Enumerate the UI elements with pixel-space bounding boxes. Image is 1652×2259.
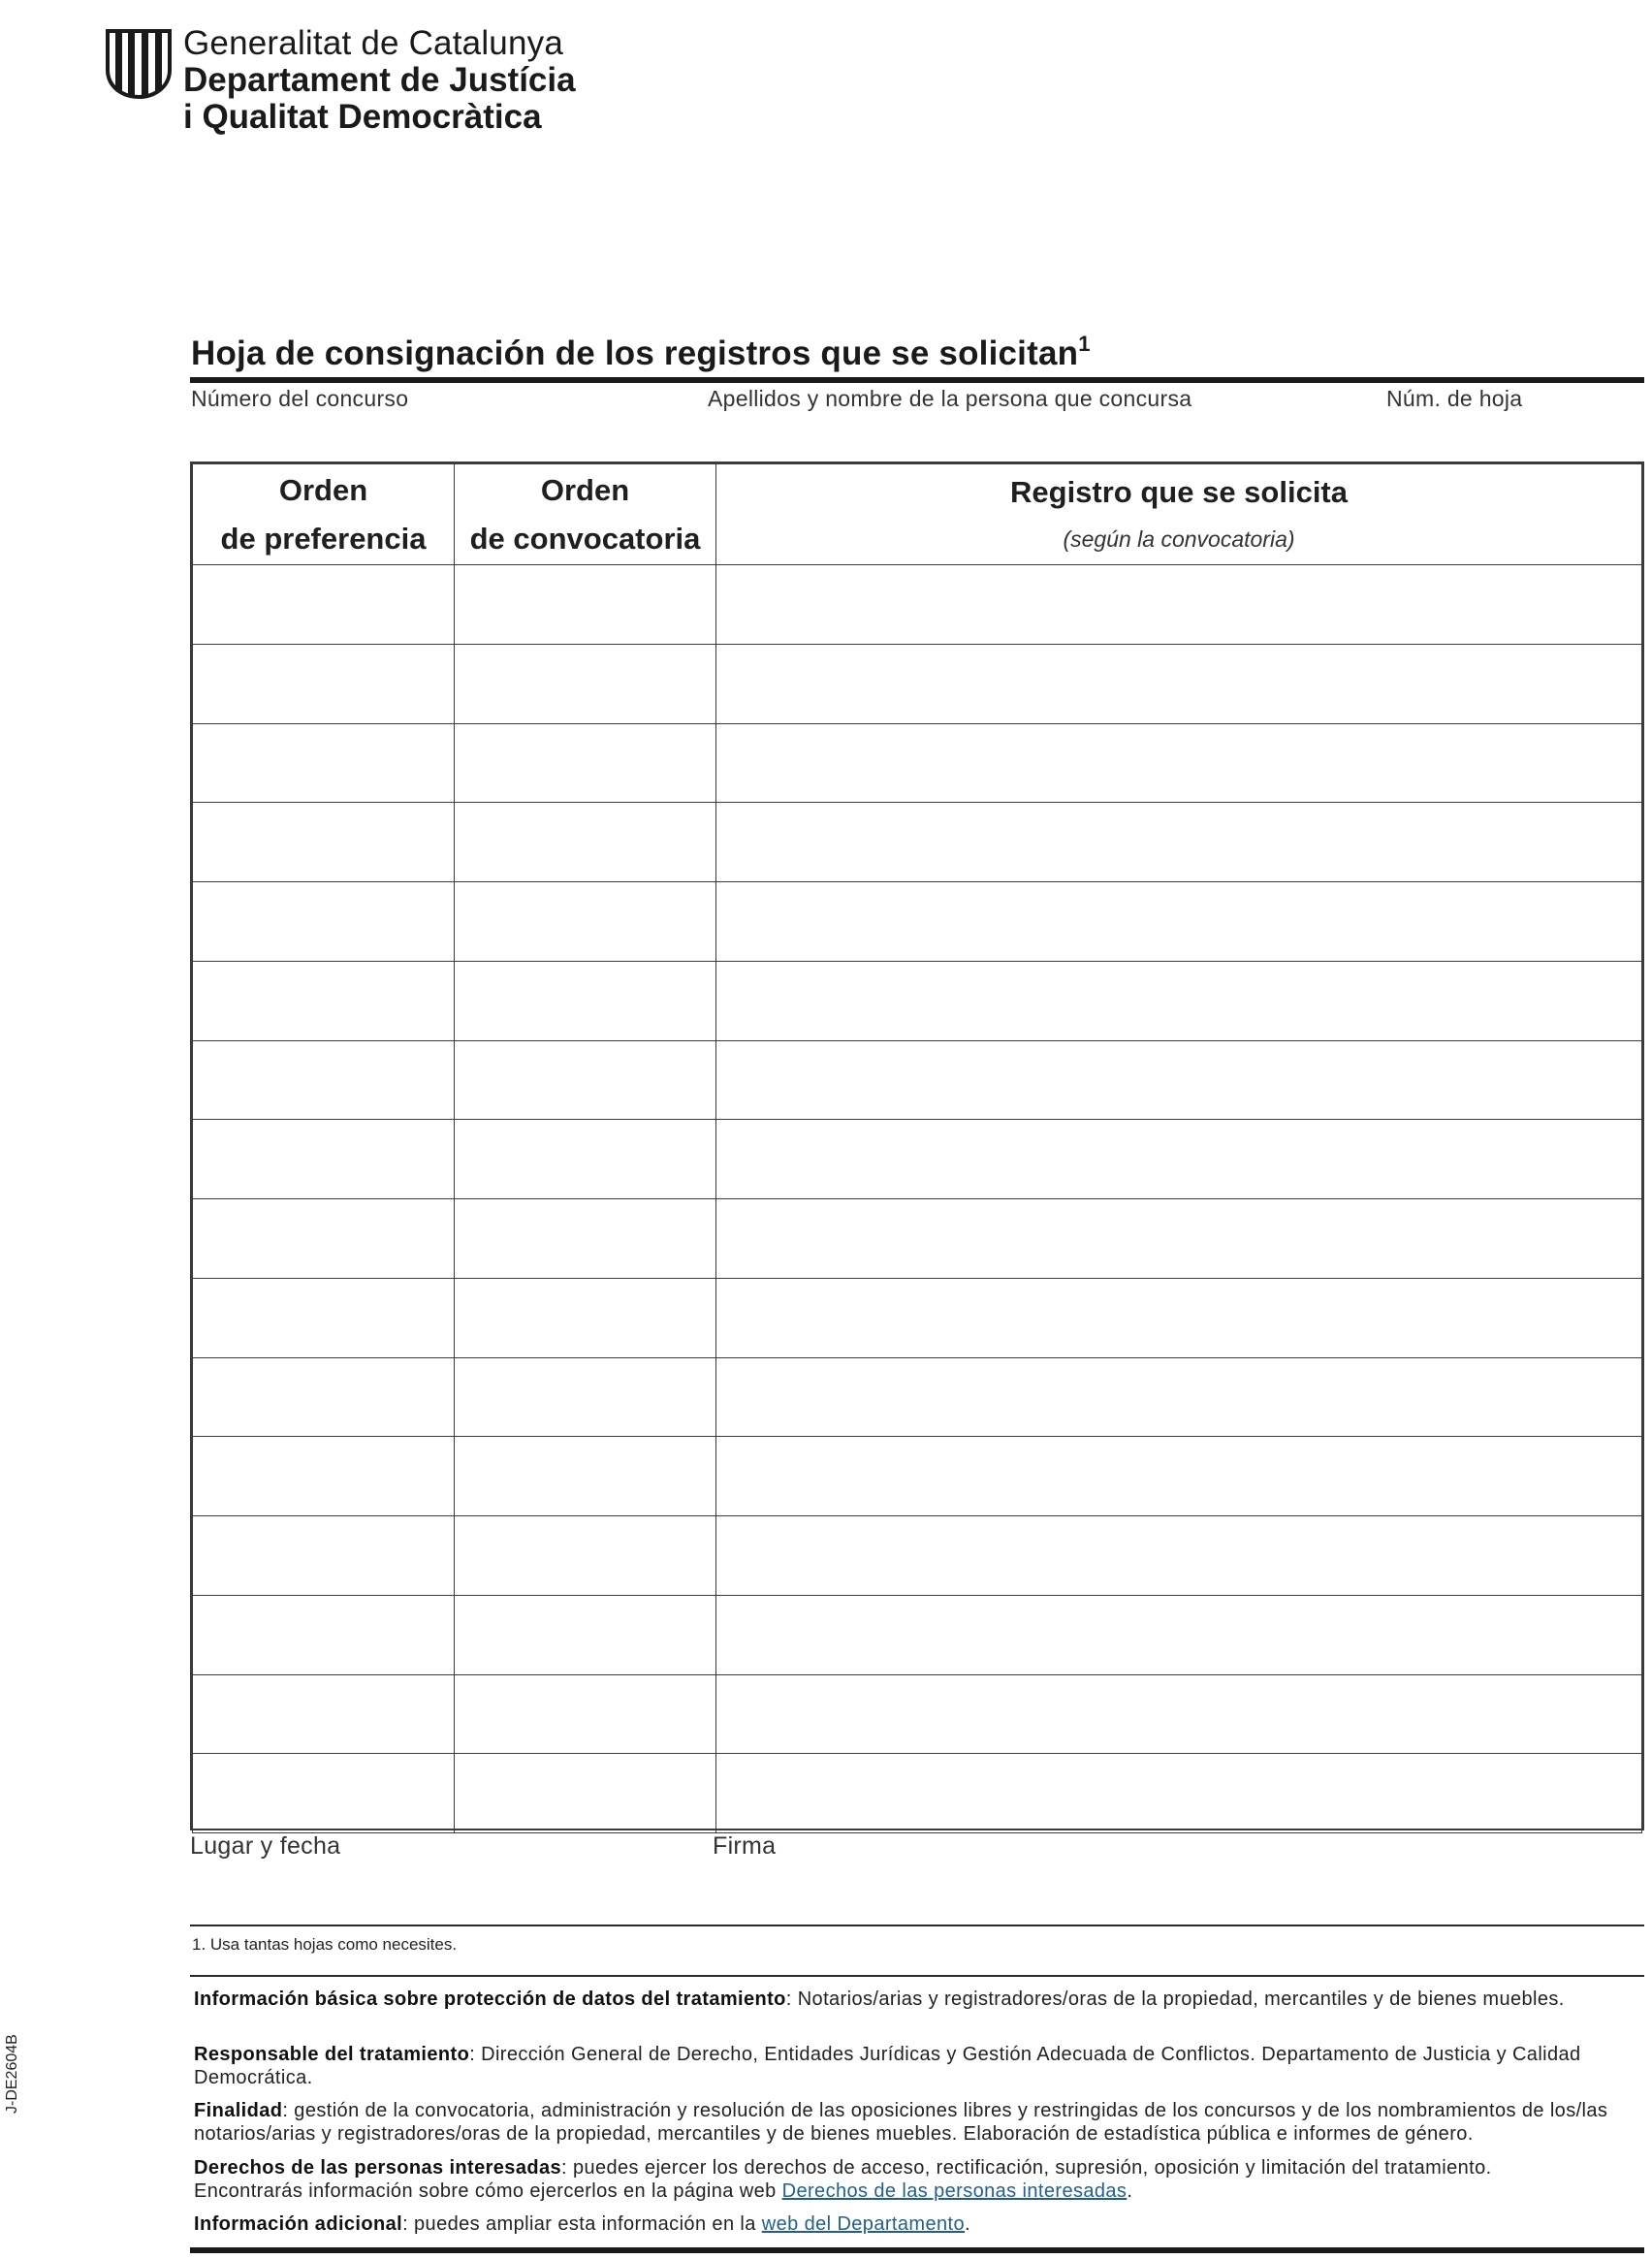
registry-cell[interactable] [716,1595,1642,1674]
table-row [193,1754,1642,1833]
preference-cell[interactable] [193,1516,455,1596]
table-row [193,644,1642,723]
rights-text-2: Encontrarás información sobre cómo ejercerlos en la página web [194,2180,782,2202]
registry-cell[interactable] [716,1199,1642,1279]
table-row [193,1120,1642,1199]
department-name: Departament de Justícia [183,61,576,99]
bottom-divider [190,2247,1644,2253]
registry-cell[interactable] [716,1120,1642,1199]
generalitat-emblem-icon [104,27,174,99]
preference-cell[interactable] [193,803,455,882]
form-code: J-DE2604B [4,2034,20,2114]
col-call-order: Orden de convocatoria [455,464,716,565]
rights-text: : puedes ejercer los derechos de acceso, rectificación, supresión, oposición y limitación del tratamiento. [561,2157,1492,2179]
registry-cell[interactable] [716,1278,1642,1357]
preference-cell[interactable] [193,1595,455,1674]
title-divider [190,377,1644,383]
purpose-text: : gestión de la convocatoria, administración y resolución de las oposiciones libres y restringidas de los concursos y de los nombramientos de los/las notarios/arias y registradores/oras de la propiedad, mercantiles y de bienes muebles. Elaboración de estadística pública e informes de género. [194,2100,1608,2145]
call-order-cell[interactable] [455,803,716,882]
call-order-cell[interactable] [455,1120,716,1199]
page-title: Hoja de consignación de los registros que se solicitan$^1$ [191,332,1091,372]
responsible-label: Responsable del tratamiento [194,2044,470,2065]
table-row [193,961,1642,1040]
basic-info-label: Información básica sobre protección de datos del tratamiento [194,1989,786,2010]
preference-cell[interactable] [193,1674,455,1754]
department-name-2: i Qualitat Democràtica [183,98,542,136]
call-order-cell[interactable] [455,1040,716,1120]
table-row [193,1437,1642,1516]
registry-cell[interactable] [716,882,1642,962]
generalitat-logo [104,25,576,136]
call-order-cell[interactable] [455,565,716,645]
registry-cell[interactable] [716,1040,1642,1120]
table-row [193,1199,1642,1279]
call-order-cell[interactable] [455,961,716,1040]
preference-cell[interactable] [193,1278,455,1357]
preference-cell[interactable] [193,723,455,803]
call-order-cell[interactable] [455,644,716,723]
registry-cell[interactable] [716,723,1642,803]
basic-info-paragraph [194,1988,1629,2011]
org-name: Generalitat de Catalunya [183,24,563,62]
col-preference-order: Orden de preferencia [193,464,455,565]
preference-cell[interactable] [193,565,455,645]
preference-cell[interactable] [193,882,455,962]
footnote-ref: 1 [1078,332,1091,356]
table-row [193,1278,1642,1357]
registry-cell[interactable] [716,803,1642,882]
purpose-paragraph [194,2099,1629,2146]
place-date-field[interactable]: Lugar y fecha [190,1832,341,1860]
table-row [193,803,1642,882]
sheet-number-field[interactable]: Núm. de hoja [1386,386,1523,411]
call-order-cell[interactable] [455,882,716,962]
table-header-row [193,464,1642,565]
purpose-label: Finalidad [194,2100,283,2121]
table-row [193,882,1642,962]
preference-cell[interactable] [193,644,455,723]
preference-cell[interactable] [193,1199,455,1279]
rights-paragraph: Derechos de las personas interesadas: puedes ejercer los derechos de acceso, rectificación, supresión, oposición y limitación del tratamiento. Encontrarás información sobre cómo ejercerlos en la página web Derechos de las personas interesadas. [194,2157,1492,2202]
info-divider [190,1975,1644,1977]
registry-cell[interactable] [716,1674,1642,1754]
table-row [193,1595,1642,1674]
preference-cell[interactable] [193,1437,455,1516]
call-order-cell[interactable] [455,1199,716,1279]
registry-cell[interactable] [716,644,1642,723]
additional-info-paragraph: Información adicional: puedes ampliar esta información en la web del Departamento. [194,2213,970,2235]
rights-link[interactable]: Derechos de las personas interesadas [781,2180,1128,2202]
call-order-cell[interactable] [455,1516,716,1596]
call-order-cell[interactable] [455,1357,716,1437]
table-row [193,565,1642,645]
table-row [193,723,1642,803]
preference-cell[interactable] [193,1040,455,1120]
registry-cell[interactable] [716,1357,1642,1437]
call-order-cell[interactable] [455,723,716,803]
additional-info-text: : puedes ampliar esta información en la [402,2213,762,2235]
registry-cell[interactable] [716,1516,1642,1596]
call-order-cell[interactable] [455,1754,716,1833]
preference-cell[interactable] [193,1120,455,1199]
table-row [193,1357,1642,1437]
registry-table [190,461,1644,1830]
person-name-field[interactable]: Apellidos y nombre de la persona que concursa [708,386,1192,411]
col-requested-registry: Registro que se solicita (según la convocatoria) [716,464,1642,565]
call-order-cell[interactable] [455,1674,716,1754]
basic-info-text: : Notarios/arias y registradores/oras de la propiedad, mercantiles y de bienes muebles. [785,1989,1565,2010]
preference-cell[interactable] [193,1754,455,1833]
preference-cell[interactable] [193,961,455,1040]
registry-cell[interactable] [716,1754,1642,1833]
responsible-paragraph [194,2043,1629,2089]
registry-cell[interactable] [716,1437,1642,1516]
call-order-cell[interactable] [455,1595,716,1674]
signature-field[interactable]: Firma [713,1832,777,1860]
call-order-cell[interactable] [455,1278,716,1357]
rights-label: Derechos de las personas interesadas [194,2157,562,2179]
registry-cell[interactable] [716,565,1642,645]
additional-info-label: Información adicional [194,2213,403,2235]
table-row [193,1674,1642,1754]
table-row [193,1040,1642,1120]
footnote-text: 1. Usa tantas hojas como necesites. [192,1935,458,1954]
footnote-divider [190,1925,1644,1926]
call-order-cell[interactable] [455,1437,716,1516]
contest-number-field[interactable]: Número del concurso [191,386,409,411]
responsible-text: : Dirección General de Derecho, Entidades Jurídicas y Gestión Adecuada de Conflictos. Departamento de Justicia y Calidad Democrática. [194,2044,1581,2088]
department-web-link[interactable]: web del Departamento [761,2213,965,2235]
preference-cell[interactable] [193,1357,455,1437]
table-row [193,1516,1642,1596]
registry-cell[interactable] [716,961,1642,1040]
